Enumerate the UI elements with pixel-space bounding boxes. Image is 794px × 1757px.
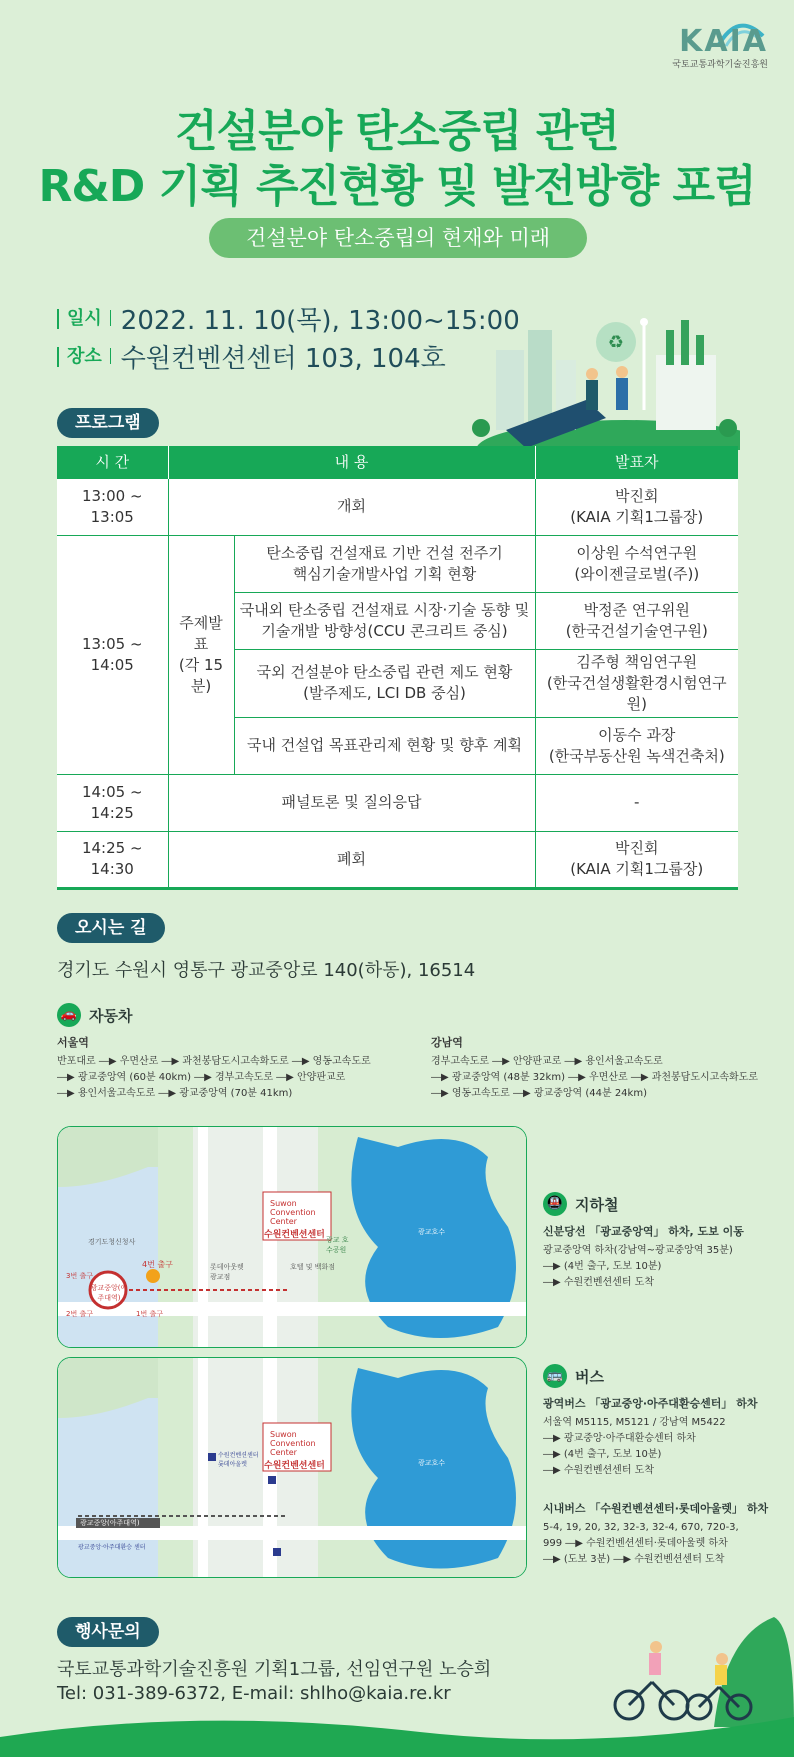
bus-line: ―▶ (도보 3분) ―▶ 수원컨벤션센터 도착 bbox=[543, 1554, 725, 1565]
map1-lake: 광교호수 bbox=[418, 1228, 446, 1236]
seoul-route-line: ―▶ 광교중앙역 (60분 40km) ―▶ 경부고속도로 ―▶ 안양판교로 bbox=[57, 1072, 346, 1083]
map1-center-ko: 수원컨벤션센터 bbox=[264, 1230, 325, 1240]
topic-content: 탄소중립 건설재료 기반 건설 전주기 핵심기술개발사업 기획 현황 bbox=[234, 535, 535, 592]
topic-content: 국내외 탄소중립 건설재료 시장·기술 동향 및 기술개발 방향성(CCU 콘크리트 중심) bbox=[234, 592, 535, 649]
header-speaker: 발표자 bbox=[535, 446, 738, 478]
bottom-wave bbox=[0, 1687, 794, 1757]
date-label: 일시 bbox=[57, 309, 111, 329]
bus-title-1: 광역버스 「광교중앙·아주대환승센터」 하차 bbox=[543, 1397, 758, 1410]
map1-exit-label: 1번 출구 bbox=[136, 1310, 163, 1318]
map1-hotel: 호텔 및 백화점 bbox=[290, 1263, 336, 1271]
topic-speaker: 이상원 수석연구원 (와이젠글로벌(주)) bbox=[535, 535, 738, 592]
green-city-illustration bbox=[466, 300, 740, 450]
header-time: 시 간 bbox=[57, 446, 168, 478]
seoul-title: 서울역 bbox=[57, 1036, 89, 1049]
map2-stop1: 수원컨벤션센터 롯데아울렛 bbox=[218, 1452, 259, 1468]
map1-station: 광교중앙(아주대역) bbox=[90, 1284, 128, 1302]
bus-title-2: 시내버스 「수원컨벤션센터·롯데아울렛」 하차 bbox=[543, 1502, 769, 1515]
map1-exit-label: 3번 출구 bbox=[66, 1272, 93, 1280]
bus-line: 999 ―▶ 수원컨벤션센터·롯데아울렛 하차 bbox=[543, 1538, 728, 1549]
table-row bbox=[57, 535, 738, 592]
subway-title: 신분당선 「광교중앙역」 하차, 도보 이동 bbox=[543, 1225, 744, 1238]
bus-line: ―▶ (4번 출구, 도보 10분) bbox=[543, 1449, 662, 1460]
date-value: 2022. 11. 10(목), 13:00~15:00 bbox=[120, 306, 520, 336]
map2-station: 광교중앙(아주대역) bbox=[80, 1519, 140, 1527]
topic-speaker: 김주형 책임연구원 (한국건설생활환경시험연구원) bbox=[535, 649, 738, 717]
map2-stop2: 광교중앙·아주대환승 센터 bbox=[78, 1544, 146, 1551]
map1-park: 광교 호수공원 bbox=[326, 1236, 349, 1254]
contact-org: 국토교통과학기술진흥원 기획1그룹, 선임연구원 노승희 bbox=[57, 1659, 492, 1680]
subtitle-pill: 건설분야 탄소중립의 현재와 미래 bbox=[209, 218, 587, 258]
contact-phone-email: Tel: 031-389-6372, E-mail: shlho@kaia.re.kr bbox=[57, 1683, 451, 1704]
gangnam-route-line: ―▶ 광교중앙역 (48분 32km) ―▶ 우면산로 ―▶ 과천봉담도시고속화도로 bbox=[431, 1072, 758, 1083]
subway-heading bbox=[543, 1192, 618, 1216]
contact-pill: 행사문의 bbox=[57, 1617, 159, 1647]
map1-center-en: Suwon Convention Center bbox=[270, 1199, 316, 1226]
subway-line: ―▶ 수원컨벤션센터 도착 bbox=[543, 1277, 654, 1288]
table-row bbox=[57, 478, 738, 535]
address: 경기도 수원시 영통구 광교중앙로 140(하동), 16514 bbox=[57, 960, 476, 981]
row-time: 13:00 ~ 13:05 bbox=[57, 478, 168, 535]
row-time: 14:05 ~ 14:25 bbox=[57, 774, 168, 831]
bus-line: ―▶ 수원컨벤션센터 도착 bbox=[543, 1465, 654, 1476]
topic-time: 13:05 ~ 14:05 bbox=[57, 535, 168, 774]
map1-exit4: 4번 출구 bbox=[142, 1260, 173, 1269]
row-content: 개회 bbox=[168, 478, 535, 535]
car-heading bbox=[57, 1003, 132, 1027]
logo-mark: KAIA bbox=[679, 24, 768, 59]
map1-gov: 경기도청신청사 bbox=[88, 1238, 136, 1246]
table-row bbox=[57, 774, 738, 831]
gangnam-route-line: 경부고속도로 ―▶ 안양판교로 ―▶ 용인서울고속도로 bbox=[431, 1056, 663, 1067]
program-pill: 프로그램 bbox=[57, 408, 159, 438]
car-label: 자동차 bbox=[89, 1006, 133, 1025]
bus-line: 5-4, 19, 20, 32, 32-3, 32-4, 670, 720-3, bbox=[543, 1522, 739, 1533]
gangnam-title: 강남역 bbox=[431, 1036, 463, 1049]
row-speaker: 박진회 (KAIA 기획1그룹장) bbox=[535, 831, 738, 888]
topic-speaker: 이동수 과장 (한국부동산원 녹색건축처) bbox=[535, 717, 738, 774]
subway-map bbox=[57, 1126, 527, 1348]
map2-lake: 광교호수 bbox=[418, 1459, 446, 1467]
gangnam-route-line: ―▶ 영동고속도로 ―▶ 광교중앙역 (44분 24km) bbox=[431, 1088, 647, 1099]
subway-line: 광교중앙역 하차(강남역~광교중앙역 35분) bbox=[543, 1245, 733, 1256]
bus-map bbox=[57, 1357, 527, 1578]
car-icon: 🚗 bbox=[57, 1003, 81, 1027]
title-line-2: R&D 기획 추진현황 및 발전방향 포럼 bbox=[38, 161, 756, 212]
map2-center-en: Suwon Convention Center bbox=[270, 1430, 316, 1457]
place-label: 장소 bbox=[57, 347, 111, 367]
map2-center-ko: 수원컨벤션센터 bbox=[264, 1461, 325, 1471]
row-time: 14:25 ~ 14:30 bbox=[57, 831, 168, 888]
row-speaker: 박진회 (KAIA 기획1그룹장) bbox=[535, 478, 738, 535]
subway-line: ―▶ (4번 출구, 도보 10분) bbox=[543, 1261, 662, 1272]
map1-exit-label: 2번 출구 bbox=[66, 1310, 93, 1318]
row-content: 패널토론 및 질의응답 bbox=[168, 774, 535, 831]
bus-label: 버스 bbox=[575, 1367, 604, 1386]
seoul-route-line: 반포대로 ―▶ 우면산로 ―▶ 과천봉담도시고속화도로 ―▶ 영동고속도로 bbox=[57, 1056, 371, 1067]
title-line-1: 건설분야 탄소중립 관련 bbox=[175, 106, 619, 157]
topic-speaker: 박정준 연구위원 (한국건설기술연구원) bbox=[535, 592, 738, 649]
seoul-route-line: ―▶ 용인서울고속도로 ―▶ 광교중앙역 (70분 41km) bbox=[57, 1088, 293, 1099]
map1-lotte: 롯데아웃렛 광교점 bbox=[210, 1263, 244, 1281]
topic-label: 주제발표 (각 15분) bbox=[168, 535, 234, 774]
table-header-row bbox=[57, 446, 738, 478]
table-row bbox=[57, 831, 738, 888]
bus-heading bbox=[543, 1364, 604, 1388]
topic-content: 국내 건설업 목표관리제 현황 및 향후 계획 bbox=[234, 717, 535, 774]
subway-icon: 🚇 bbox=[543, 1192, 567, 1216]
row-speaker: - bbox=[535, 774, 738, 831]
date-row bbox=[57, 300, 520, 337]
topic-content: 국외 건설분야 탄소중립 관련 제도 현황 (발주제도, LCI DB 중심) bbox=[234, 649, 535, 717]
bus-icon: 🚌 bbox=[543, 1364, 567, 1388]
place-value: 수원컨벤션센터 103, 104호 bbox=[120, 344, 446, 374]
kaia-logo bbox=[618, 24, 768, 70]
row-content: 폐회 bbox=[168, 831, 535, 888]
program-table bbox=[57, 446, 738, 890]
place-row bbox=[57, 338, 446, 375]
header-content: 내 용 bbox=[168, 446, 535, 478]
bus-line: 서울역 M5115, M5121 / 강남역 M5422 bbox=[543, 1417, 726, 1428]
subway-label: 지하철 bbox=[575, 1195, 619, 1214]
directions-pill: 오시는 길 bbox=[57, 913, 165, 943]
bus-line: ―▶ 광교중앙·아주대환승센터 하차 bbox=[543, 1433, 696, 1444]
svg-text:♻: ♻ bbox=[607, 332, 625, 353]
logo-subtitle: 국토교통과학기술진흥원 bbox=[672, 60, 768, 70]
